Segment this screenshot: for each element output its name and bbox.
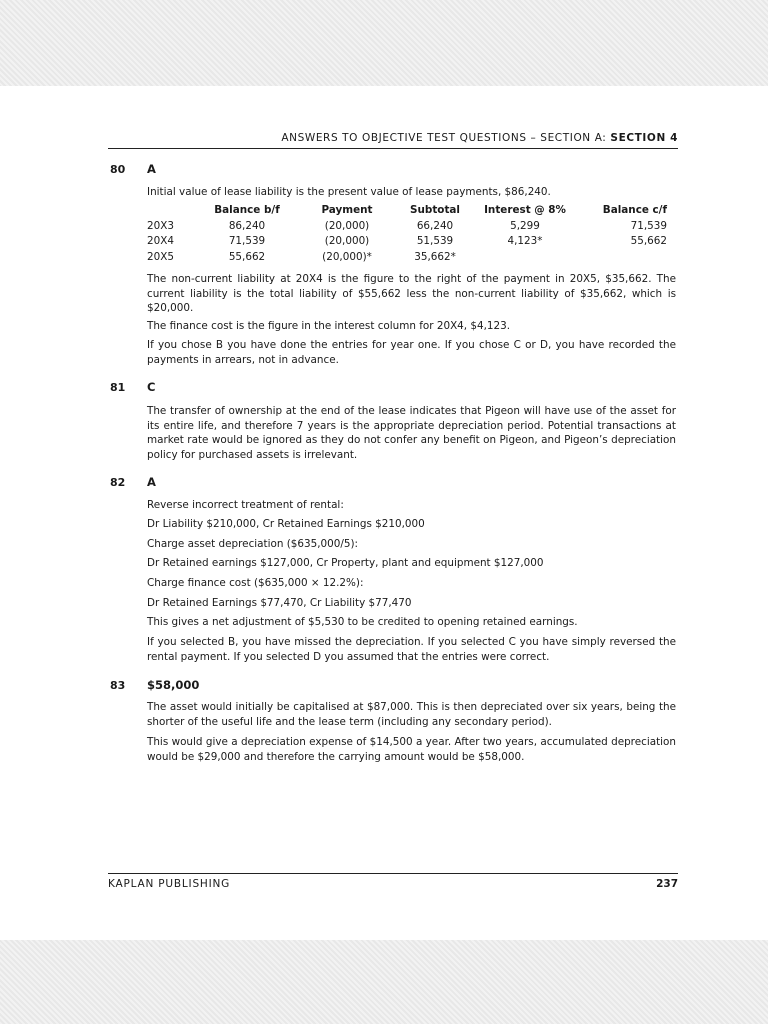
question-82-line: This gives a net adjustment of $5,530 to be credited to opening retained earnings.	[147, 616, 578, 628]
question-83-number: 83	[110, 679, 126, 692]
table-cell: 20X3	[147, 219, 174, 232]
question-81-number: 81	[110, 381, 126, 394]
running-header	[108, 132, 678, 149]
table-header: Payment	[321, 204, 373, 216]
header-section: SECTION 4	[610, 132, 678, 144]
table-cell: 20X5	[147, 250, 174, 263]
table-header: Interest @ 8%	[484, 204, 566, 216]
lease-table	[147, 204, 677, 266]
table-cell: 35,662*	[414, 250, 456, 263]
table-cell: 20X4	[147, 235, 174, 247]
question-80-paragraph: If you chose B you have done the entries for year one. If you chose C or D, you have recorded the payments in arrears, not in advance.	[147, 339, 676, 366]
question-81-paragraph: The transfer of ownership at the end of the lease indicates that Pigeon will have use of the asset for its entire life, and therefore 7 years is the appropriate depreciation period. Potential transactions at market rate would be ignored as they do not confer any benefit on Pigeon, and Pigeon’s depreciation policy for purchased assets is irrelevant.	[147, 405, 676, 461]
document-page	[0, 86, 768, 940]
question-80-number: 80	[110, 163, 126, 176]
table-header: Balance c/f	[602, 204, 667, 216]
question-81-answer: C	[147, 380, 156, 394]
table-cell: 55,662	[630, 235, 667, 247]
running-footer	[108, 873, 678, 890]
question-82-answer: A	[147, 475, 156, 489]
question-82-line: Dr Retained earnings $127,000, Cr Property, plant and equipment $127,000	[147, 557, 544, 569]
question-82-line: Dr Liability $210,000, Cr Retained Earnings $210,000	[147, 518, 425, 530]
table-cell: (20,000)*	[322, 250, 372, 263]
question-82-number: 82	[110, 476, 126, 489]
table-cell: 5,299	[510, 219, 540, 232]
question-82-line: Charge finance cost ($635,000 × 12.2%):	[147, 577, 364, 589]
question-82-line: Dr Retained Earnings $77,470, Cr Liability $77,470	[147, 597, 412, 609]
table-header: Balance b/f	[214, 204, 280, 216]
footer-publisher: KAPLAN PUBLISHING	[108, 878, 231, 890]
question-82-line: Charge asset depreciation ($635,000/5):	[147, 538, 359, 550]
table-cell: 71,539	[630, 219, 667, 232]
table-cell: 4,123*	[507, 235, 543, 247]
table-cell: 71,539	[228, 235, 266, 247]
table-header: Subtotal	[410, 204, 460, 216]
table-cell: 55,662	[228, 250, 266, 263]
question-80-paragraph: The non-current liability at 20X4 is the figure to the right of the payment in 20X5, $35,662. The current liability is the total liability of $55,662 less the non-current liability of $35,662, which is $20,000.	[147, 273, 676, 314]
header-title: ANSWERS TO OBJECTIVE TEST QUESTIONS – SECTION A:	[281, 132, 607, 144]
question-83-answer: $58,000	[147, 678, 200, 692]
lease-table-header-row	[147, 204, 677, 220]
question-82-line: Reverse incorrect treatment of rental:	[147, 499, 344, 511]
table-row	[147, 235, 677, 251]
page-number: 237	[656, 878, 678, 890]
question-80-intro: Initial value of lease liability is the present value of lease payments, $86,240.	[147, 186, 551, 198]
question-83-paragraph: This would give a depreciation expense of $14,500 a year. After two years, accumulated depreciation would be $29,000 and therefore the carrying amount would be $58,000.	[147, 736, 676, 763]
table-cell: 86,240	[228, 219, 266, 232]
table-row	[147, 251, 677, 267]
table-row	[147, 220, 677, 236]
question-83-paragraph: The asset would initially be capitalised at $87,000. This is then depreciated over six years, being the shorter of the useful life and the lease term (including any secondary period).	[147, 701, 676, 728]
table-cell: 51,539	[416, 235, 454, 247]
table-cell: (20,000)	[324, 235, 370, 247]
question-80-paragraph: The finance cost is the figure in the interest column for 20X4, $4,123.	[147, 320, 511, 332]
table-cell: (20,000)	[324, 219, 370, 232]
question-80-answer: A	[147, 162, 156, 176]
table-cell: 66,240	[416, 219, 454, 232]
question-82-paragraph: If you selected B, you have missed the depreciation. If you selected C you have simply reversed the rental payment. If you selected D you assumed that the entries were correct.	[147, 636, 676, 663]
